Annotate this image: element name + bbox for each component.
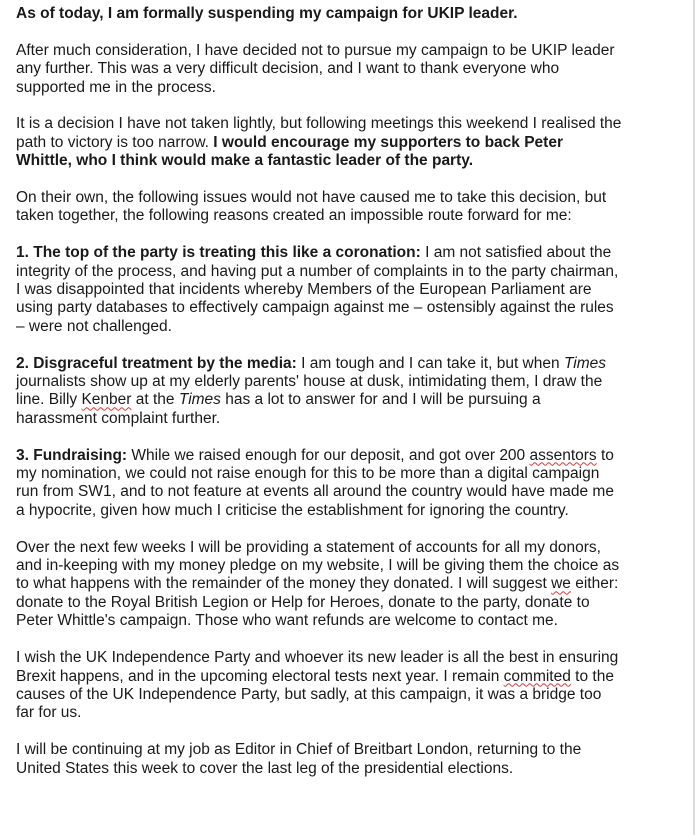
times-italic: Times	[563, 354, 606, 372]
spellcheck-word: we	[551, 575, 571, 593]
paragraph-text: either: donate to the Royal British Legion or Help for Heroes, donate to the party, donate to Peter Whittle's campaign. Those who want refunds are welcome to contact me.	[16, 575, 619, 630]
spellcheck-word: assentors	[529, 446, 597, 464]
statement-document	[16, 5, 622, 796]
statement-title: As of today, I am formally suspending my campaign for UKIP leader.	[16, 5, 518, 22]
paragraph-text: to the causes of the UK Independence Party, but sadly, at this campaign, it was a bridge too far for us.	[16, 667, 614, 722]
reason-fundraising	[16, 447, 622, 521]
paragraph-wishes	[16, 649, 622, 723]
paragraph-breitbart: I will be continuing at my job as Editor in Chief of Breitbart London, returning to the United States this week to cover the last leg of the presidential elections.	[16, 741, 582, 777]
reason-text: has a lot to answer for and I will be pursuing a harassment complaint further.	[16, 391, 541, 427]
reason-heading: 1. The top of the party is treating this like a coronation:	[16, 244, 421, 262]
reason-coronation	[16, 244, 622, 336]
paragraph-text: Over the next few weeks I will be providing a statement of accounts for all my donors, and in-keeping with my money pledge on my website, I will be giving them the choice as to what happens with the remainder of the money they donated. I will suggest	[16, 538, 620, 593]
spellcheck-word: commited	[503, 667, 571, 685]
reason-text: While we raised enough for our deposit, and got over 200	[127, 446, 530, 464]
endorsement-bold: I would encourage my supporters to back Peter Whittle, who I think would make a fantastic leader of the party.	[16, 133, 563, 170]
paragraph-text: I wish the UK Independence Party and whoever its new leader is all the best in ensuring Brexit happens, and in the upcoming electoral tests next year. I remain	[16, 649, 619, 685]
reason-text: I am tough and I can take it, but when	[296, 354, 564, 372]
paragraph-endorsement	[16, 115, 622, 170]
reason-text: journalists show up at my elderly parents' house at dusk, intimidating them, I draw the line. Billy	[16, 373, 603, 409]
reason-text: I am not satisfied about the integrity of the process, and having put a number of complaints in to the party chairman, I was disappointed that incidents whereby Members of the European Parliament are using party databases to effectively campaign against me – ostensibly against the rules – were not challenged.	[16, 244, 619, 335]
paragraph-decision: After much consideration, I have decided not to pursue my campaign to be UKIP leader any further. This was a very difficult decision, and I want to thank everyone who supported me in the process.	[16, 41, 615, 96]
reason-media	[16, 355, 622, 429]
reason-heading: 2. Disgraceful treatment by the media:	[16, 354, 297, 372]
spellcheck-word: Kenber	[81, 391, 132, 409]
reason-heading: 3. Fundraising:	[16, 446, 128, 464]
paragraph-reasons-intro: On their own, the following issues would not have caused me to take this decision, but taken together, the following reasons created an impossible route forward for me:	[16, 189, 607, 225]
endorsement-text: It is a decision I have not taken lightly, but following meetings this weekend I realised the path to victory is too narrow.	[16, 115, 622, 151]
reason-text: at the	[131, 391, 179, 409]
times-italic: Times	[178, 391, 221, 409]
reason-text: to my nomination, we could not raise enough for this to be more than a digital campaign run from SW1, and to not feature at events all around the country would have made me a hypocrite, given how much I criticise the establishment for ignoring the country.	[16, 446, 614, 519]
paragraph-accounts	[16, 539, 622, 631]
